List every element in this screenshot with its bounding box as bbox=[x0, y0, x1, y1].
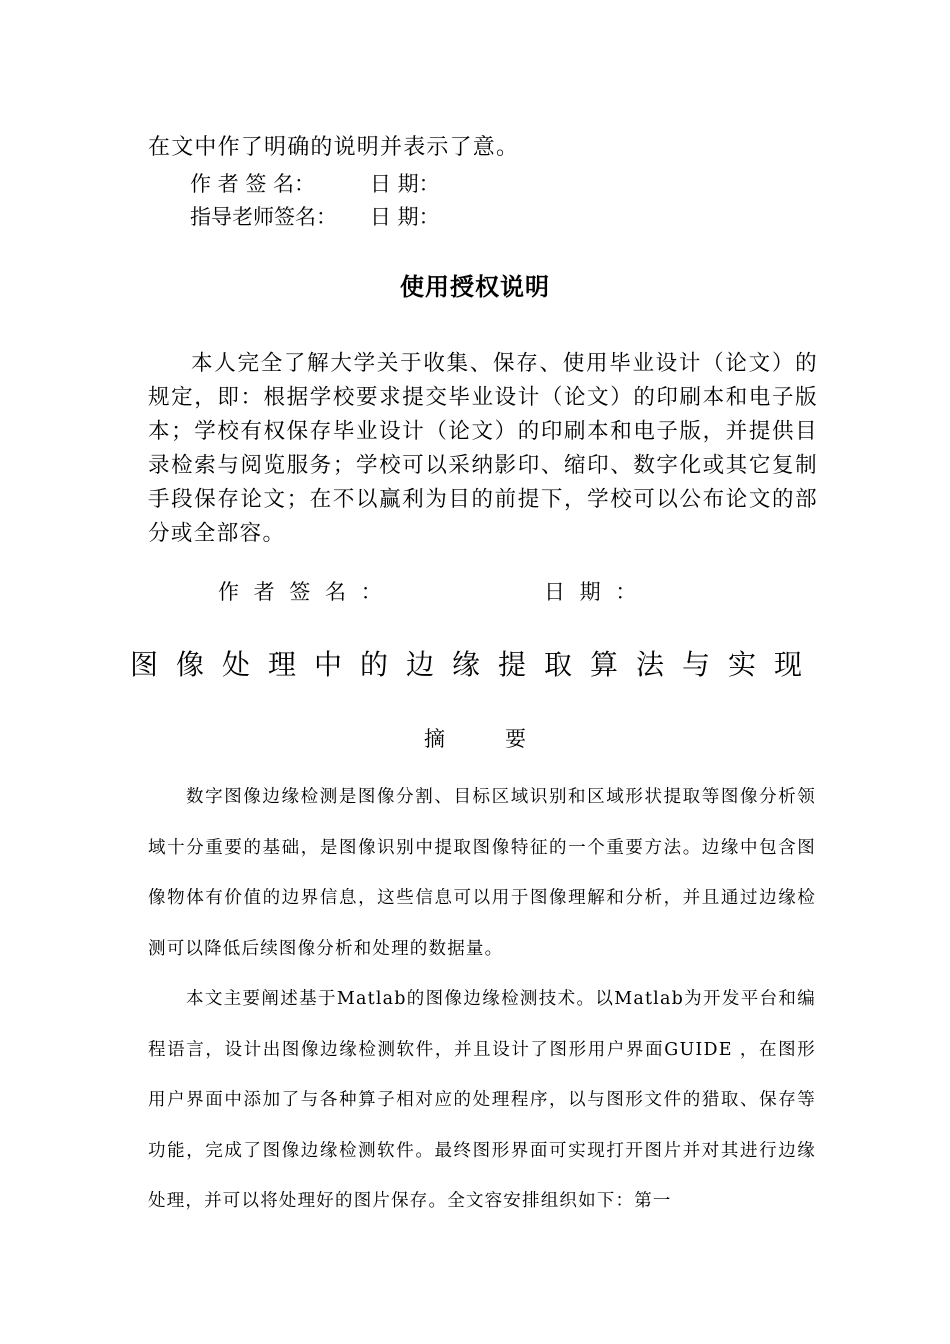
authorization-author-label: 作 者 签 名 ： bbox=[218, 580, 386, 604]
intro-line: 在文中作了明确的说明并表示了意。 bbox=[148, 135, 520, 160]
advisor-signature-row bbox=[190, 202, 440, 232]
authorization-signature-row bbox=[218, 577, 640, 607]
abstract-paragraph-1: 数字图像边缘检测是图像分割、目标区域识别和区域形状提取等图像分析领域十分重要的基础，是图像识别中提取图像特征的一个重要方法。边缘中包含图像物体有价值的边界信息，这些信息可以用于图像理解和分析，并且通过边缘检测可以降低后续图像分析和处理的数据量。 bbox=[148, 787, 816, 959]
authorization-date-label: 日 期 ： bbox=[544, 580, 641, 604]
authorization-paragraph: 本人完全了解大学关于收集、保存、使用毕业设计（论文）的规定，即：根据学校要求提交毕业设计（论文）的印刷本和电子版本；学校有权保存毕业设计（论文）的印刷本和电子版，并提供目录检索与阅览服务；学校可以采纳影印、缩印、数字化或其它复制手段保存论文；在不以赢利为目的前提下，学校可以公布论文的部分或全部容。 bbox=[148, 351, 818, 546]
abstract-paragraph-2: 本文主要阐述基于Matlab的图像边缘检测技术。以Matlab为开发平台和编程语言，设计出图像边缘检测软件，并且设计了图形用户界面GUIDE ，在图形用户界面中添加了与各种算子相对应的处理程序，以与图形文件的猎取、保存等功能，完成了图像边缘检测软件。最终图形界面可实现打开图片并对其进行边缘处理，并可以将处理好的图片保存。全文容安排组织如下：第一 bbox=[148, 989, 816, 1211]
advisor-date-label: 日 期： bbox=[370, 205, 440, 229]
author-signature-label: 作 者 签 名： bbox=[190, 172, 316, 196]
abstract-heading-right: 要 bbox=[505, 727, 526, 751]
authorization-title: 使用授权说明 bbox=[400, 272, 550, 301]
abstract-body bbox=[148, 772, 816, 1227]
abstract-heading bbox=[0, 724, 950, 754]
thesis-title: 图像处理中的边缘提取算法与实现 bbox=[129, 648, 820, 681]
abstract-heading-left: 摘 bbox=[424, 727, 445, 751]
author-date-label: 日 期： bbox=[370, 172, 440, 196]
author-signature-row bbox=[190, 169, 440, 199]
authorization-body bbox=[148, 347, 818, 551]
advisor-signature-label: 指导老师签名： bbox=[190, 205, 337, 229]
